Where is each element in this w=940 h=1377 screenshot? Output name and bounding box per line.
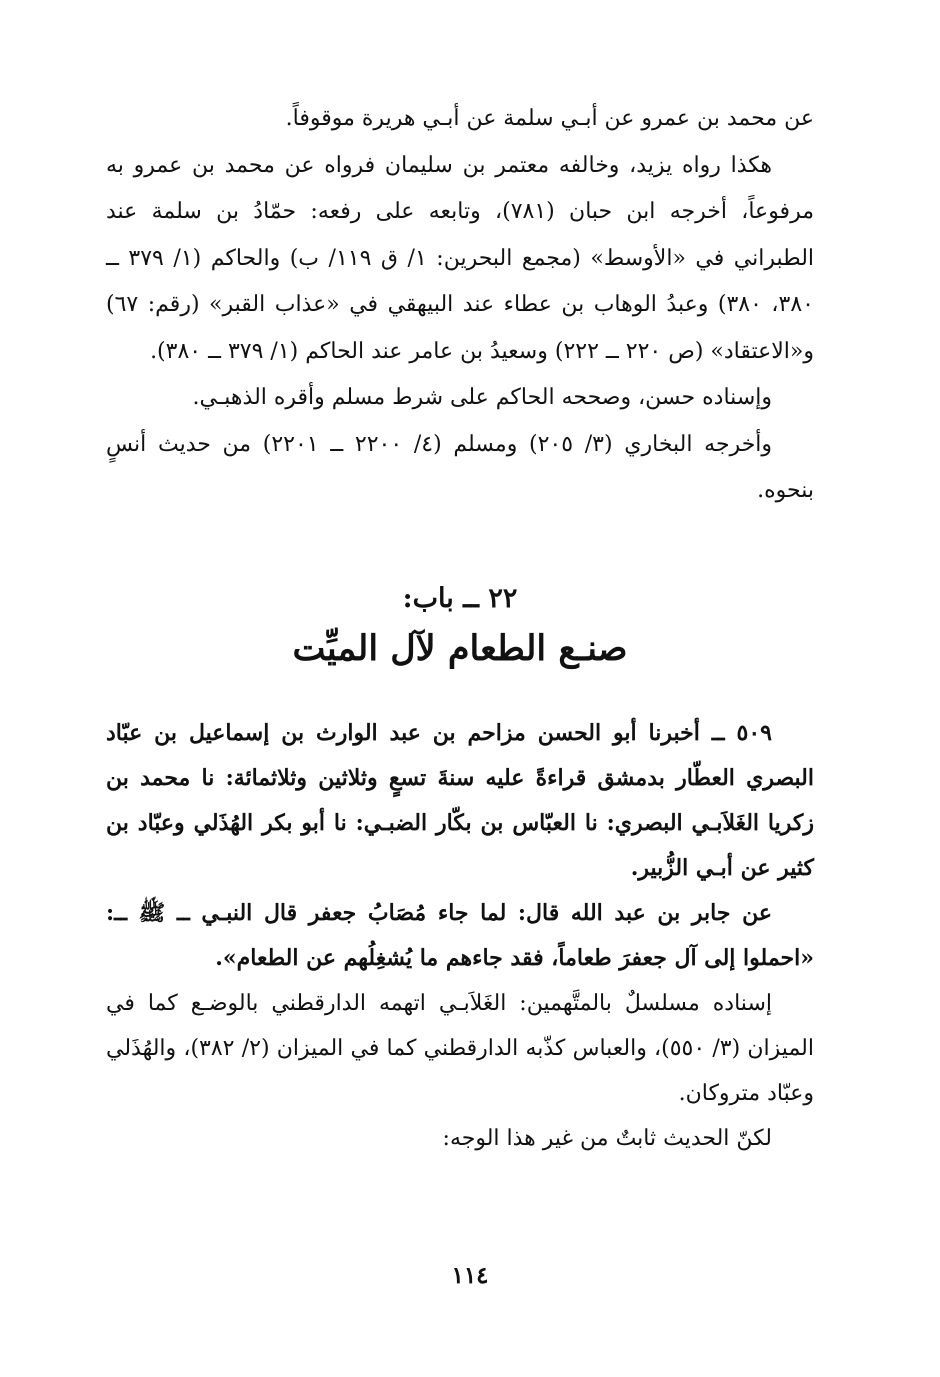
chapter-label: ٢٢ ــ باب:: [402, 582, 518, 614]
commentary-paragraph-1: إسناده مسلسلٌ بالمتَّهمين: الغَلاَبـي اتهمه الدارقطني بالوضـع كما في الميزان (٣/ ٥٥٠)، والعباس كذّبه الدارقطني كما في الميزان (٢/ ٣٨٢)، والهُذَلي وعبّاد متروكان.: [106, 990, 814, 1106]
chapter-heading: [106, 579, 814, 677]
chapter-title: صنـع الطعام لآل الميِّت: [292, 627, 628, 669]
book-page: [106, 96, 814, 1316]
commentary-paragraph-2: لكنّ الحديث ثابتٌ من غير هذا الوجه:: [442, 1125, 772, 1151]
hadith-509: [106, 711, 814, 1161]
previous-hadith-commentary: [106, 96, 814, 515]
hadith-matn: عن جابر بن عبد الله قال: لما جاء مُصَابُ جعفر قال النبـي ــ ﷺ ــ: «احملوا إلى آل جعفرَ طعاماً، فقد جاءهم ما يُشغِلُهم عن الطعام».: [106, 899, 814, 971]
paragraph-1: عن محمد بن عمرو عن أبـي سلمة عن أبـي هريرة موقوفاً.: [285, 106, 814, 131]
hadith-isnad: ٥٠٩ ــ أخبرنا أبو الحسن مزاحم بن عبد الوارث بن إسماعيل بن عبّاد البصري العطّار بدمشق قراءةً عليه سنةَ تسعٍ وثلاثين وثلاثمائة: نا محمد بن زكريا الغَلاَبـي البصري: نا العبّاس بن بكّار الضبـي: نا أبو بكر الهُذَلي وعبّاد بن كثير عن أبـي الزُّبير.: [106, 719, 814, 881]
paragraph-3: وإسناده حسن، وصححه الحاكم على شرط مسلم وأقره الذهبـي.: [192, 385, 772, 410]
paragraph-2: هكذا رواه يزيد، وخالفه معتمر بن سليمان فرواه عن محمد بن عمرو به مرفوعاً، أخرجه ابن حبان (٧٨١)، وتابعه على رفعه: حمّادُ بن سلمة عند الطبراني في «الأوسط» (مجمع البحرين: ١/ ق ١١٩/ ب) والحاكم (١/ ٣٧٩ ــ ٣٨٠، ٣٨٠) وعبدُ الوهاب بن عطاء عند البيهقي في «عذاب القبر» (رقم: ٦٧) و«الاعتقاد» (ص ٢٢٠ ــ ٢٢٢) وسعيدُ بن عامر عند الحاكم (١/ ٣٧٩ ــ ٣٨٠).: [106, 152, 815, 364]
paragraph-4: وأخرجه البخاري (٣/ ٢٠٥) ومسلم (٤/ ٢٢٠٠ ــ ٢٢٠١) من حديث أنسٍ بنحوه.: [106, 431, 814, 503]
page-number: ١١٤: [451, 1262, 489, 1289]
